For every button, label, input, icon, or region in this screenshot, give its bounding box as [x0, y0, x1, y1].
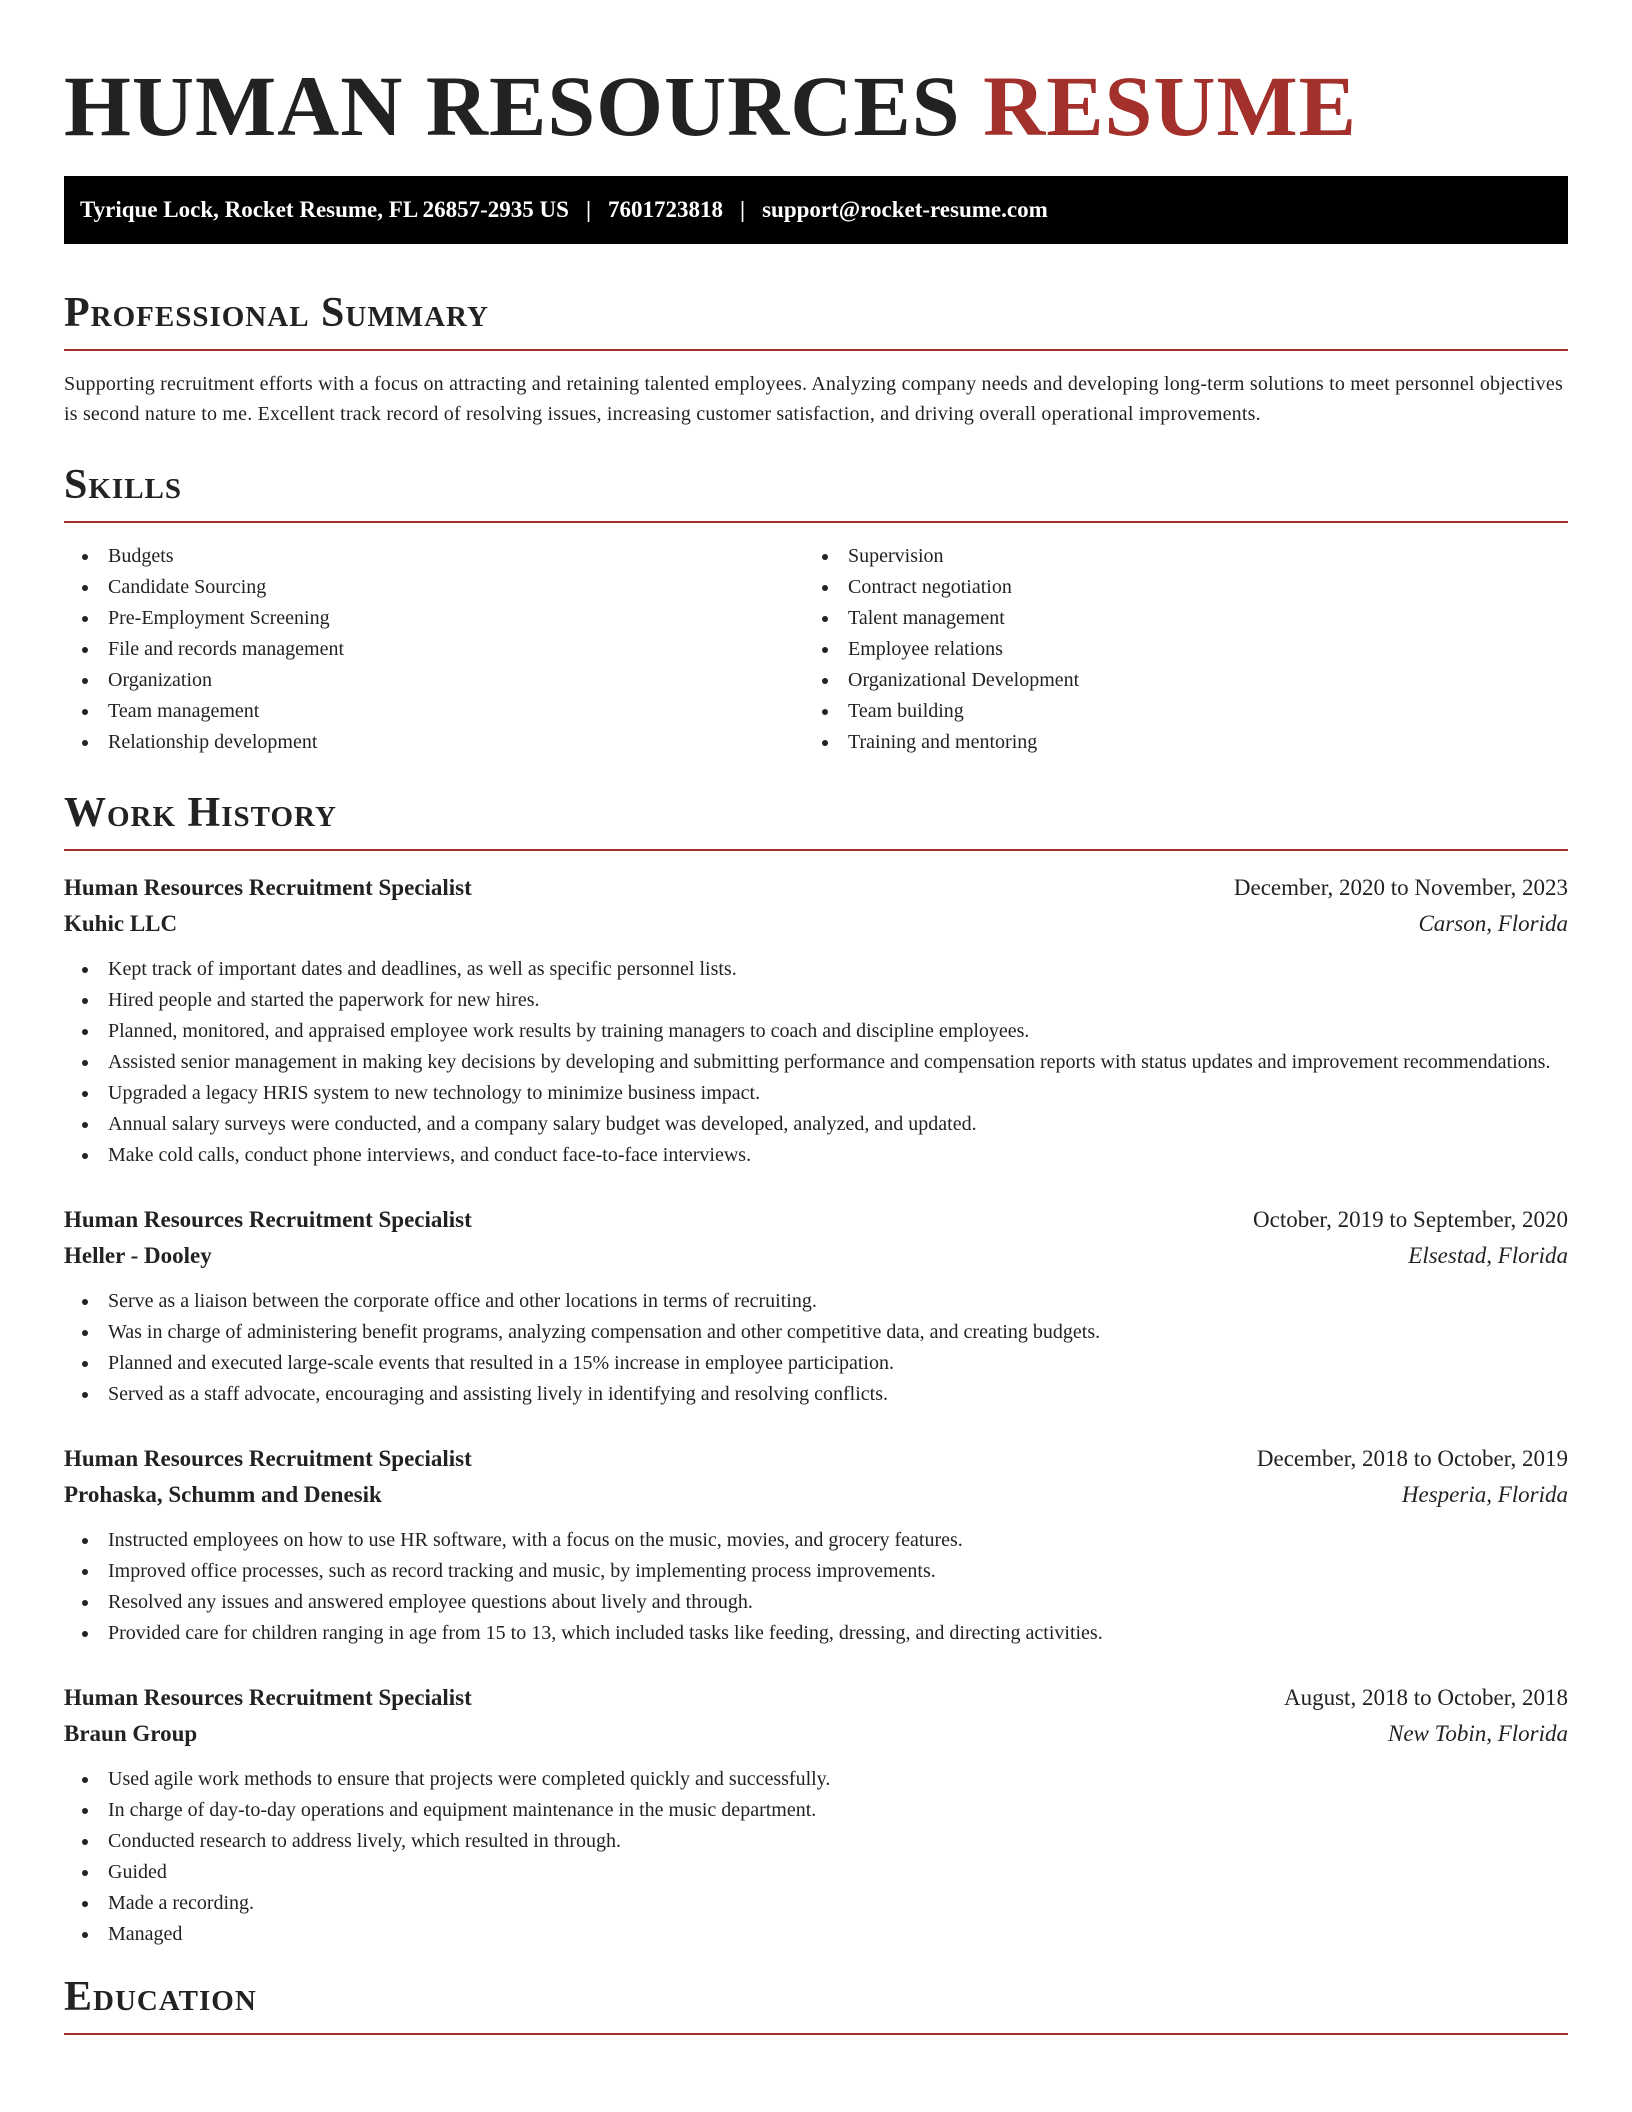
job-bullet: Serve as a liaison between the corporate office and other locations in terms of recruiting. — [64, 1286, 1568, 1317]
job-header-row — [64, 1202, 1568, 1238]
job-location: New Tobin, Florida — [1388, 1721, 1568, 1746]
section-divider — [64, 349, 1568, 351]
skills-column-right — [804, 541, 1544, 758]
work-history-list — [64, 870, 1568, 1950]
job-dates: August, 2018 to October, 2018 — [1284, 1685, 1568, 1710]
job-title: Human Resources Recruitment Specialist — [64, 1446, 472, 1471]
resume-page — [64, 0, 1568, 2035]
company-name: Braun Group — [64, 1721, 198, 1746]
job-header-row — [64, 870, 1568, 906]
job-title: Human Resources Recruitment Specialist — [64, 875, 472, 900]
job-bullet: Was in charge of administering benefit programs, analyzing compensation and other competitive data, and creating budgets. — [64, 1317, 1568, 1348]
skills-column-left — [64, 541, 804, 758]
job-bullet: Upgraded a legacy HRIS system to new technology to minimize business impact. — [64, 1078, 1568, 1109]
job-entry — [64, 1680, 1568, 1950]
skill-item: Contract negotiation — [804, 572, 1544, 603]
job-bullet: Assisted senior management in making key decisions by developing and submitting performance and compensation reports with status updates and improvement recommendations. — [64, 1047, 1568, 1078]
skill-item: Training and mentoring — [804, 727, 1544, 758]
skill-item: Team building — [804, 696, 1544, 727]
job-bullet: Planned, monitored, and appraised employee work results by training managers to coach and discipline employees. — [64, 1016, 1568, 1047]
job-bullet: Used agile work methods to ensure that projects were completed quickly and successfully. — [64, 1764, 1568, 1795]
job-location: Elsestad, Florida — [1408, 1243, 1568, 1268]
skill-item: File and records management — [64, 634, 804, 665]
job-bullets — [64, 1764, 1568, 1950]
job-bullet: Served as a staff advocate, encouraging and assisting lively in identifying and resolving conflicts. — [64, 1379, 1568, 1410]
job-bullet: Provided care for children ranging in age from 15 to 13, which included tasks like feeding, dressing, and directing activities. — [64, 1618, 1568, 1649]
contact-address: Tyrique Lock, Rocket Resume, FL 26857-2935 US — [80, 197, 569, 222]
job-bullet: Resolved any issues and answered employee questions about lively and through. — [64, 1587, 1568, 1618]
section-divider — [64, 849, 1568, 851]
skill-item: Budgets — [64, 541, 804, 572]
skill-item: Team management — [64, 696, 804, 727]
title-main: HUMAN RESOURCES — [64, 58, 961, 154]
job-bullet: Managed — [64, 1919, 1568, 1950]
skill-item: Relationship development — [64, 727, 804, 758]
skill-item: Supervision — [804, 541, 1544, 572]
job-bullet: Kept track of important dates and deadlines, as well as specific personnel lists. — [64, 954, 1568, 985]
job-bullet: Make cold calls, conduct phone interviews, and conduct face-to-face interviews. — [64, 1140, 1568, 1171]
job-bullet: Planned and executed large-scale events that resulted in a 15% increase in employee participation. — [64, 1348, 1568, 1379]
resume-title — [64, 56, 1568, 156]
section-divider — [64, 2033, 1568, 2035]
company-name: Heller - Dooley — [64, 1243, 212, 1268]
skill-item: Employee relations — [804, 634, 1544, 665]
job-bullet: Conducted research to address lively, which resulted in through. — [64, 1826, 1568, 1857]
contact-separator: | — [585, 197, 592, 222]
job-bullets — [64, 1525, 1568, 1649]
skill-item: Organization — [64, 665, 804, 696]
skill-item: Organizational Development — [804, 665, 1544, 696]
job-bullets — [64, 954, 1568, 1171]
contact-separator: | — [740, 197, 746, 222]
skill-item: Pre-Employment Screening — [64, 603, 804, 634]
title-accent: RESUME — [983, 58, 1358, 154]
company-name: Prohaska, Schumm and Denesik — [64, 1482, 382, 1507]
skills-heading: Skills — [64, 462, 183, 508]
company-name: Kuhic LLC — [64, 911, 178, 936]
skill-item: Candidate Sourcing — [64, 572, 804, 603]
job-entry — [64, 1441, 1568, 1649]
job-company-row — [64, 1477, 1568, 1513]
summary-text: Supporting recruitment efforts with a focus on attracting and retaining talented employees. Analyzing company needs and developing long-term solutions to meet personnel objectives is second nature to me. Excellent track record of resolving issues, increasing customer satisfaction, and driving overall operational improvements. — [64, 373, 1563, 425]
job-title: Human Resources Recruitment Specialist — [64, 1685, 472, 1710]
job-entry — [64, 870, 1568, 1171]
education-heading: Education — [64, 1974, 257, 2020]
job-company-row — [64, 906, 1568, 942]
summary-heading: Professional Summary — [64, 290, 489, 336]
job-bullet: Instructed employees on how to use HR software, with a focus on the music, movies, and grocery features. — [64, 1525, 1568, 1556]
job-header-row — [64, 1680, 1568, 1716]
job-entry — [64, 1202, 1568, 1410]
job-bullet: Made a recording. — [64, 1888, 1568, 1919]
skill-item: Talent management — [804, 603, 1544, 634]
job-bullet: Improved office processes, such as record tracking and music, by implementing process improvements. — [64, 1556, 1568, 1587]
job-bullet: Guided — [64, 1857, 1568, 1888]
work-history-heading: Work History — [64, 790, 337, 836]
section-divider — [64, 521, 1568, 523]
job-bullet: Annual salary surveys were conducted, and a company salary budget was developed, analyzed, and updated. — [64, 1109, 1568, 1140]
job-title: Human Resources Recruitment Specialist — [64, 1207, 472, 1232]
contact-bar — [64, 176, 1568, 244]
job-header-row — [64, 1441, 1568, 1477]
job-dates: October, 2019 to September, 2020 — [1253, 1207, 1568, 1232]
job-dates: December, 2020 to November, 2023 — [1233, 875, 1568, 900]
job-bullet: Hired people and started the paperwork for new hires. — [64, 985, 1568, 1016]
job-location: Hesperia, Florida — [1401, 1482, 1568, 1507]
job-location: Carson, Florida — [1418, 911, 1568, 936]
contact-phone: 7601723818 — [608, 197, 724, 222]
job-company-row — [64, 1716, 1568, 1752]
job-bullet: In charge of day-to-day operations and equipment maintenance in the music department. — [64, 1795, 1568, 1826]
job-dates: December, 2018 to October, 2019 — [1256, 1446, 1568, 1471]
job-company-row — [64, 1238, 1568, 1274]
contact-email: support@rocket-resume.com — [762, 197, 1048, 222]
skills-list — [64, 541, 1568, 758]
job-bullets — [64, 1286, 1568, 1410]
